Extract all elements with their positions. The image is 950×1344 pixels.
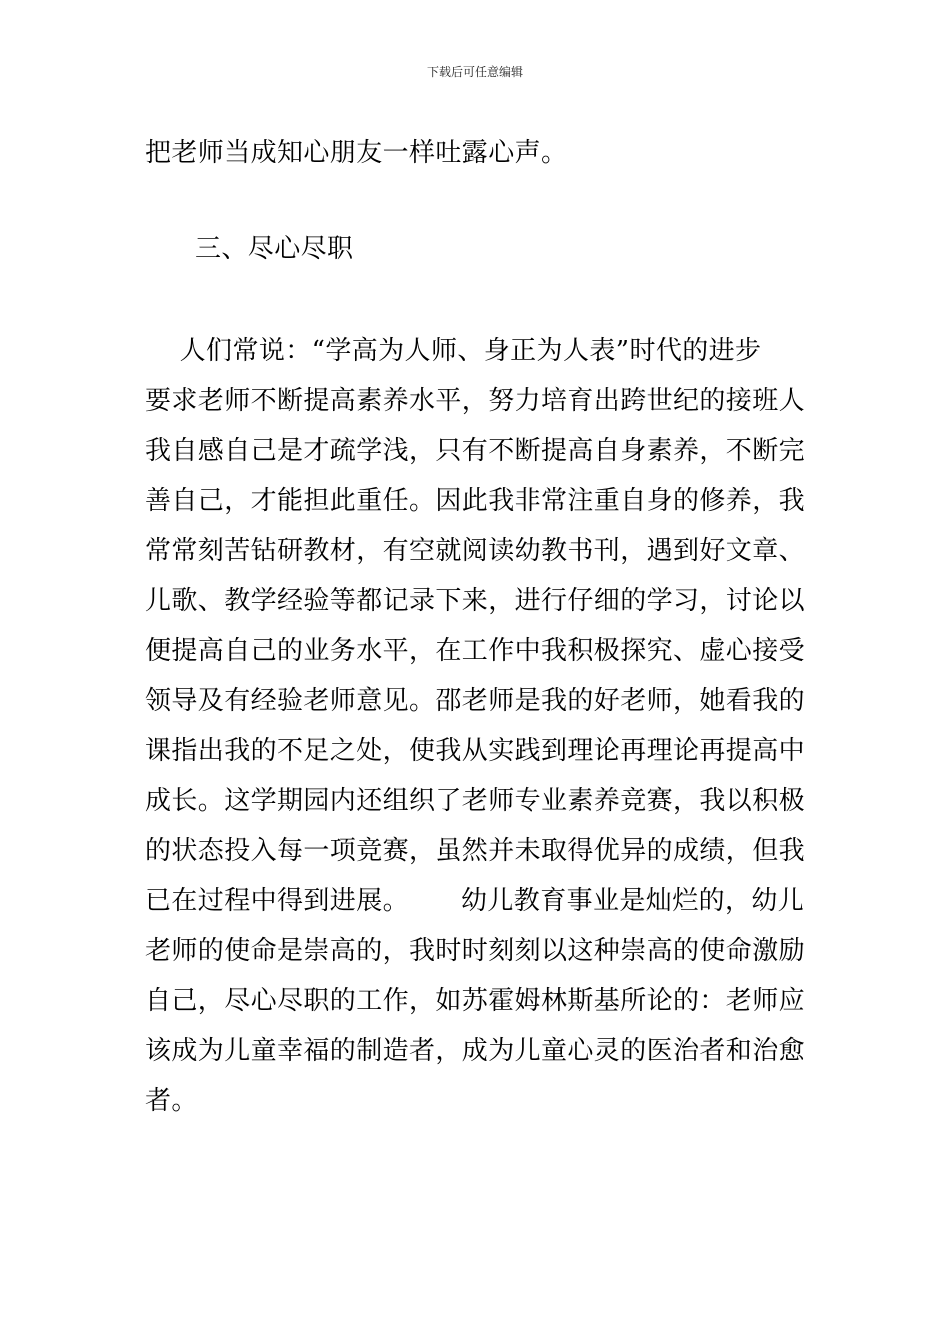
page-header-note: 下载后可任意编辑 <box>426 65 523 79</box>
paragraph-line: 儿歌、教学经验等都记录下来，进行仔细的学习，讨论以 <box>145 586 806 616</box>
paragraph-line: 该成为儿童幸福的制造者，成为儿童心灵的医治者和治愈 <box>145 1036 806 1066</box>
paragraph-line: 便提高自己的业务水平，在工作中我积极探究、虚心接受 <box>145 636 806 666</box>
paragraph-line: 已在过程中得到进展。 幼儿教育事业是灿烂的，幼儿 <box>145 886 805 916</box>
paragraph-line: 老师的使命是崇高的，我时时刻刻以这种崇高的使命激励 <box>145 936 806 966</box>
paragraph-line: 成长。这学期园内还组织了老师专业素养竞赛，我以积极 <box>145 786 806 816</box>
paragraph-line: 者。 <box>145 1086 198 1116</box>
paragraph-line: 课指出我的不足之处，使我从实践到理论再理论再提高中 <box>145 736 806 766</box>
paragraph-line: 善自己，才能担此重任。因此我非常注重自身的修养，我 <box>145 486 806 516</box>
continuation-line: 把老师当成知心朋友一样吐露心声。 <box>145 138 568 168</box>
paragraph-line: 人们常说：“学高为人师、身正为人表”时代的进步 <box>145 336 762 366</box>
paragraph-line: 要求老师不断提高素养水平，努力培育出跨世纪的接班人 <box>145 386 806 416</box>
paragraph-line: 自己，尽心尽职的工作，如苏霍姆林斯基所论的：老师应 <box>145 986 806 1016</box>
paragraph-line: 的状态投入每一项竞赛，虽然并未取得优异的成绩，但我 <box>145 836 806 866</box>
section-heading: 三、尽心尽职 <box>195 234 354 264</box>
paragraph-line: 常常刻苦钻研教材，有空就阅读幼教书刊，遇到好文章、 <box>145 536 806 566</box>
paragraph-line: 我自感自己是才疏学浅，只有不断提高自身素养，不断完 <box>145 436 806 466</box>
paragraph-line: 领导及有经验老师意见。邵老师是我的好老师，她看我的 <box>145 686 806 716</box>
